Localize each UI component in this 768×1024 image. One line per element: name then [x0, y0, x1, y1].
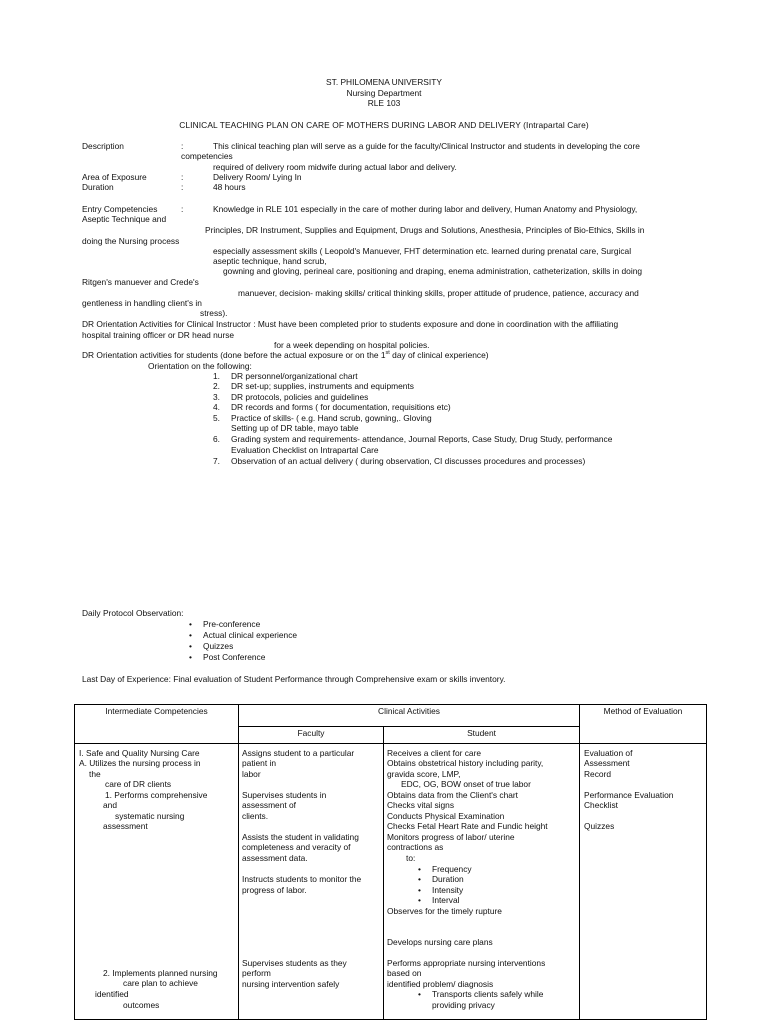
student-cell [384, 744, 580, 1020]
student-orientation-line: DR Orientation activities for students (done before the actual exposure or on the 1st day of clinical experience) [82, 350, 489, 360]
student-bullet: • Duration [432, 874, 464, 885]
entry-line: manuever, decision- making skills/ critical thinking skills, proper attitude of prudence, patience, accuracy and [238, 288, 639, 298]
orientation-item: Practice of skills- ( e.g. Hand scrub, gowning,. Gloving [231, 413, 432, 423]
competency-line: outcomes [123, 1000, 160, 1010]
col-header-clinical: Clinical Activities [239, 705, 580, 727]
description-text-3: required of delivery room midwife during actual labor and delivery. [213, 162, 457, 172]
entry-line: Knowledge in RLE 101 especially in the care of mother during labor and delivery, Human Anatomy and Physiology, [213, 204, 638, 214]
faculty-line: assessment of [242, 800, 296, 810]
method-line: Quizzes [584, 821, 615, 831]
orientation-item-num: 1. [213, 371, 220, 381]
protocol-item: • Actual clinical experience [203, 630, 297, 641]
protocol-item: • Pre-conference [203, 619, 260, 630]
student-line: Conducts Physical Examination [387, 811, 505, 821]
faculty-line: Supervises students in [242, 790, 327, 800]
orientation-item-num: 4. [213, 402, 220, 412]
entry-line: Principles, DR Instrument, Supplies and Equipment, Drugs and Solutions, Anesthesia, Principles of Bio-Ethics, Skills in [205, 225, 645, 235]
student-line: based on [387, 968, 422, 978]
faculty-line: assessment data. [242, 853, 308, 863]
duration-colon: : [181, 182, 184, 192]
competency-line: care plan to achieve [123, 978, 198, 988]
last-day-line: Last Day of Experience: Final evaluation of Student Performance through Comprehensive exam or skills inventory. [82, 674, 506, 684]
student-line: Receives a client for care [387, 748, 482, 758]
entry-line: Ritgen's manuever and Crede's [82, 277, 199, 287]
competency-line: I. Safe and Quality Nursing Care [79, 748, 200, 758]
competency-line: identified [95, 989, 129, 999]
description-label: Description [82, 141, 124, 151]
duration-value: 48 hours [213, 182, 246, 192]
student-line: Develops nursing care plans [387, 937, 493, 947]
ci-orientation-line-1: DR Orientation Activities for Clinical Instructor : Must have been completed prior to students exposure and done in coordination with the affiliating [82, 319, 619, 329]
entry-colon: : [181, 204, 184, 214]
competencies-cell [75, 744, 239, 1020]
student-line: Checks vital signs [387, 800, 455, 810]
description-text-1: This clinical teaching plan will serve as a guide for the faculty/Clinical Instructor and students in developing the core [213, 141, 640, 151]
orientation-item: DR records and forms ( for documentation, requisitions etc) [231, 402, 451, 412]
faculty-cell [239, 744, 384, 1020]
student-line: Obtains obstetrical history including parity, [387, 758, 544, 768]
faculty-line: nursing intervention safely [242, 979, 340, 989]
method-line: Evaluation of [584, 748, 633, 758]
student-bullet: • Transports clients safely while [432, 989, 543, 1000]
description-colon: : [181, 141, 184, 151]
method-line: Checklist [584, 800, 618, 810]
orientation-item: DR set-up; supplies, instruments and equipments [231, 381, 414, 391]
protocol-label: Daily Protocol Observation: [82, 608, 184, 618]
student-line: Monitors progress of labor/ uterine [387, 832, 515, 842]
faculty-line: Assists the student in validating [242, 832, 359, 842]
col-header-method: Method of Evaluation [580, 705, 707, 744]
method-line: Performance Evaluation [584, 790, 674, 800]
competency-line: 2. Implements planned nursing [103, 968, 218, 978]
student-line: EDC, OG, BOW onset of true labor [401, 779, 531, 789]
col-header-faculty: Faculty [239, 727, 384, 744]
orientation-item-num: 6. [213, 434, 220, 444]
student-line: providing privacy [432, 1000, 495, 1010]
document-title: CLINICAL TEACHING PLAN ON CARE OF MOTHERS DURING LABOR AND DELIVERY (Intrapartal Care) [179, 120, 589, 130]
competency-table [74, 704, 707, 1020]
orientation-item-num: 7. [213, 456, 220, 466]
faculty-line: Instructs students to monitor the [242, 874, 362, 884]
competency-line: A. Utilizes the nursing process in [79, 758, 201, 768]
orientation-item: DR personnel/organizational chart [231, 371, 358, 381]
col-header-competencies: Intermediate Competencies [75, 705, 239, 744]
entry-line: gentleness in handling client's in [82, 298, 202, 308]
student-bullet: • Intensity [432, 885, 463, 896]
student-bullet: • Interval [432, 895, 459, 906]
student-line: identified problem/ diagnosis [387, 979, 494, 989]
orientation-item: Evaluation Checklist on Intrapartal Care [231, 445, 379, 455]
student-line: Obtains data from the Client's chart [387, 790, 519, 800]
competency-line: care of DR clients [105, 779, 172, 789]
entry-line: especially assessment skills ( Leopold's Manuever, FHT determination etc. learned during prenatal care, Surgical [213, 246, 632, 256]
method-cell [580, 744, 707, 1020]
protocol-item: • Quizzes [203, 641, 233, 652]
orientation-item-num: 2. [213, 381, 220, 391]
method-line: Record [584, 769, 611, 779]
area-label: Area of Exposure [82, 172, 147, 182]
faculty-line: labor [242, 769, 261, 779]
ci-orientation-line-3: for a week depending on hospital policies. [274, 340, 430, 350]
student-line: Checks Fetal Heart Rate and Fundic height [387, 821, 548, 831]
student-line: gravida score, LMP, [387, 769, 461, 779]
entry-label: Entry Competencies [82, 204, 158, 214]
orientation-item-num: 5. [213, 413, 220, 423]
competency-line: assessment [103, 821, 148, 831]
faculty-line: completeness and veracity of [242, 842, 351, 852]
faculty-line: perform [242, 968, 271, 978]
competency-line: 1. Performs comprehensive [105, 790, 208, 800]
area-value: Delivery Room/ Lying In [213, 172, 302, 182]
protocol-item: • Post Conference [203, 652, 265, 663]
method-line: Assessment [584, 758, 630, 768]
entry-line: stress). [200, 308, 228, 318]
student-bullet: • Frequency [432, 864, 472, 875]
university-name: ST. PHILOMENA UNIVERSITY [326, 77, 442, 87]
competency-line: the [89, 769, 101, 779]
faculty-line: patient in [242, 758, 276, 768]
orientation-item: Setting up of DR table, mayo table [231, 423, 359, 433]
department-name: Nursing Department [346, 88, 422, 98]
student-line: Observes for the timely rupture [387, 906, 502, 916]
faculty-line: clients. [242, 811, 269, 821]
competency-line: systematic nursing [115, 811, 185, 821]
ci-orientation-line-2: hospital training officer or DR head nurse [82, 330, 235, 340]
orientation-item: Grading system and requirements- attendance, Journal Reports, Case Study, Drug Study, performance [231, 434, 613, 444]
orientation-following: Orientation on the following: [148, 361, 252, 371]
entry-line: Aseptic Technique and [82, 214, 167, 224]
course-code: RLE 103 [367, 98, 401, 108]
entry-line: doing the Nursing process [82, 236, 180, 246]
faculty-line: progress of labor. [242, 885, 307, 895]
area-colon: : [181, 172, 184, 182]
student-line: to: [406, 853, 416, 863]
student-line: Performs appropriate nursing interventions [387, 958, 546, 968]
orientation-item-num: 3. [213, 392, 220, 402]
faculty-line: Supervises students as they [242, 958, 347, 968]
faculty-line: Assigns student to a particular [242, 748, 355, 758]
entry-line: gowning and gloving, perineal care, positioning and draping, enema administration, catheterization, skills in doing [223, 266, 643, 276]
competency-line: and [103, 800, 117, 810]
entry-line: aseptic technique, hand scrub, [213, 256, 327, 266]
student-line: contractions as [387, 842, 444, 852]
duration-label: Duration [82, 182, 114, 192]
col-header-student: Student [384, 727, 580, 744]
orientation-item: DR protocols, policies and guidelines [231, 392, 369, 402]
orientation-item: Observation of an actual delivery ( during observation, CI discusses procedures and processes) [231, 456, 586, 466]
description-text-2: competencies [181, 151, 233, 161]
